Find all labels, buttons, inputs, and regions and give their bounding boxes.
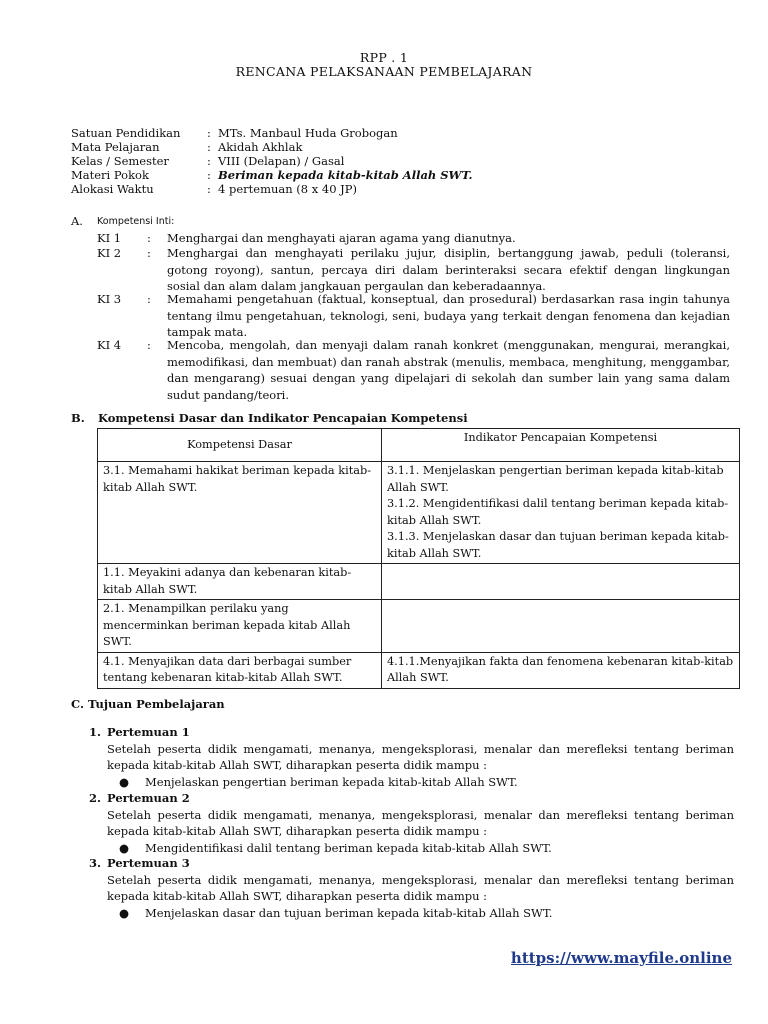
meeting-intro: Setelah peserta didik mengamati, menanya, mengeksplorasi, menalar dan merefleksi tentang beriman kepada kitab-kitab Allah SWT, diharapkan peserta didik mampu : — [107, 741, 734, 772]
meeting-objective: Menjelaskan dasar dan tujuan beriman kepada kitab-kitab Allah SWT. — [145, 905, 553, 920]
section-a-heading — [71, 214, 83, 228]
kd-cell: 2.1. Menampilkan perilaku yang mencerminkan beriman kepada kitab Allah SWT. — [98, 600, 382, 653]
meeting-title: Pertemuan 2 — [107, 791, 190, 805]
identity-label: Alokasi Waktu — [71, 182, 154, 196]
identity-value-materi: Beriman kepada kitab-kitab Allah SWT. — [218, 168, 473, 182]
ipk-item: 3.1.1. Menjelaskan pengertian beriman kepada kitab-kitab Allah SWT. — [387, 464, 724, 494]
meeting-objective: Menjelaskan pengertian beriman kepada kitab-kitab Allah SWT. — [145, 774, 518, 789]
colon: : — [207, 154, 211, 168]
section-a-title: Kompetensi Inti: — [97, 216, 175, 227]
ki-item — [97, 291, 733, 341]
ipk-item: 3.1.2. Mengidentifikasi dalil tentang beriman kepada kitab-kitab Allah SWT. — [387, 497, 729, 527]
table-header-row — [98, 429, 740, 462]
colon: : — [207, 182, 211, 196]
colon: : — [207, 126, 211, 140]
identity-label: Materi Pokok — [71, 168, 149, 182]
colon: : — [207, 168, 211, 182]
list-item — [107, 774, 734, 791]
identity-value: MTs. Manbaul Huda Grobogan — [218, 126, 398, 140]
kd-cell: 1.1. Meyakini adanya dan kebenaran kitab-kitab Allah SWT. — [98, 564, 382, 600]
document-title: RENCANA PELAKSANAAN PEMBELAJARAN — [235, 64, 533, 79]
ki-text: Menghargai dan menghayati ajaran agama yang dianutnya. — [167, 231, 516, 245]
colon: : — [207, 140, 211, 154]
identity-value: VIII (Delapan) / Gasal — [218, 154, 345, 168]
meeting-title: Pertemuan 1 — [107, 725, 190, 739]
meeting-intro: Setelah peserta didik mengamati, menanya, mengeksplorasi, menalar dan merefleksi tentang beriman kepada kitab-kitab Allah SWT, diharapkan peserta didik mampu : — [107, 807, 734, 838]
ki-code: KI 2 — [97, 246, 122, 260]
meeting-block — [89, 855, 734, 921]
identity-label: Kelas / Semester — [71, 154, 169, 168]
colon: : — [147, 231, 151, 245]
column-header-ipk: Indikator Pencapaian Kompetensi — [382, 429, 740, 462]
ipk-cell — [382, 652, 740, 688]
ipk-cell-empty — [382, 564, 740, 600]
ipk-cell-empty — [382, 600, 740, 653]
ki-code: KI 4 — [97, 338, 122, 352]
meeting-objective: Mengidentifikasi dalil tentang beriman kepada kitab-kitab Allah SWT. — [145, 840, 552, 855]
column-header-kd: Kompetensi Dasar — [98, 429, 382, 462]
section-b-letter: B. — [71, 411, 85, 425]
colon: : — [147, 292, 151, 306]
section-letter: A. — [71, 214, 83, 228]
identity-value: 4 pertemuan (8 x 40 JP) — [218, 182, 358, 196]
ki-code: KI 3 — [97, 292, 122, 306]
ki-item — [97, 245, 733, 295]
kd-cell: 4.1. Menyajikan data dari berbagai sumber tentang kebenaran kitab-kitab Allah SWT. — [98, 652, 382, 688]
ki-text: Memahami pengetahuan (faktual, konseptual, dan prosedural) berdasarkan rasa ingin tahunya tentang ilmu pengetahuan, teknologi, seni, budaya yang terkait dengan fenomena dan kejadian tampak mata. — [167, 292, 730, 339]
kd-table — [97, 428, 740, 689]
table-row — [98, 462, 740, 564]
meeting-number: 1. — [89, 725, 102, 739]
identity-label: Satuan Pendidikan — [71, 126, 181, 140]
identity-label: Mata Pelajaran — [71, 140, 160, 154]
ki-item — [97, 337, 733, 403]
list-item — [107, 840, 734, 857]
ki-code: KI 1 — [97, 231, 122, 245]
colon: : — [147, 246, 151, 260]
meeting-title: Pertemuan 3 — [107, 856, 190, 870]
identity-value: Akidah Akhlak — [218, 140, 303, 154]
bullet-icon: ● — [119, 905, 130, 920]
ki-text: Mencoba, mengolah, dan menyaji dalam ranah konkret (menggunakan, mengurai, merangkai, memodifikasi, dan membuat) dan ranah abstrak (menulis, membaca, menghitung, menggambar, dan mengarang) sesuai dengan yang dipelajari di sekolah dan sumber lain yang sama dalam sudut pandang/teori. — [167, 338, 730, 402]
ipk-item: 4.1.1.Menyajikan fakta dan fenomena kebenaran kitab-kitab Allah SWT. — [387, 654, 734, 684]
kd-cell: 3.1. Memahami hakikat beriman kepada kitab-kitab Allah SWT. — [98, 462, 382, 564]
meeting-number: 2. — [89, 791, 102, 805]
section-b-title: Kompetensi Dasar dan Indikator Pencapaian Kompetensi — [98, 411, 468, 425]
meeting-number: 3. — [89, 856, 102, 870]
bullet-icon: ● — [119, 774, 130, 789]
section-c-title: C. Tujuan Pembelajaran — [71, 697, 225, 711]
bullet-icon: ● — [119, 840, 130, 855]
meeting-block — [89, 724, 734, 790]
ki-text: Menghargai dan menghayati perilaku jujur, disiplin, bertanggung jawab, peduli (toleransi, gotong royong), santun, percaya diri dalam berinteraksi secara efektif dengan lingkungan sosial dan alam dalam jangkauan pergaulan dan keberadaannya. — [167, 246, 730, 293]
table-row — [98, 564, 740, 600]
colon: : — [147, 338, 151, 352]
table-row — [98, 600, 740, 653]
table-row — [98, 652, 740, 688]
meeting-block — [89, 790, 734, 856]
meeting-intro: Setelah peserta didik mengamati, menanya, mengeksplorasi, menalar dan merefleksi tentang beriman kepada kitab-kitab Allah SWT, diharapkan peserta didik mampu : — [107, 872, 734, 903]
ipk-cell — [382, 462, 740, 564]
rpp-label: RPP . 1 — [359, 50, 409, 65]
website-link[interactable]: https://www.mayfile.online — [510, 949, 732, 967]
list-item — [107, 905, 734, 922]
ipk-item: 3.1.3. Menjelaskan dasar dan tujuan beriman kepada kitab-kitab Allah SWT. — [387, 530, 729, 560]
